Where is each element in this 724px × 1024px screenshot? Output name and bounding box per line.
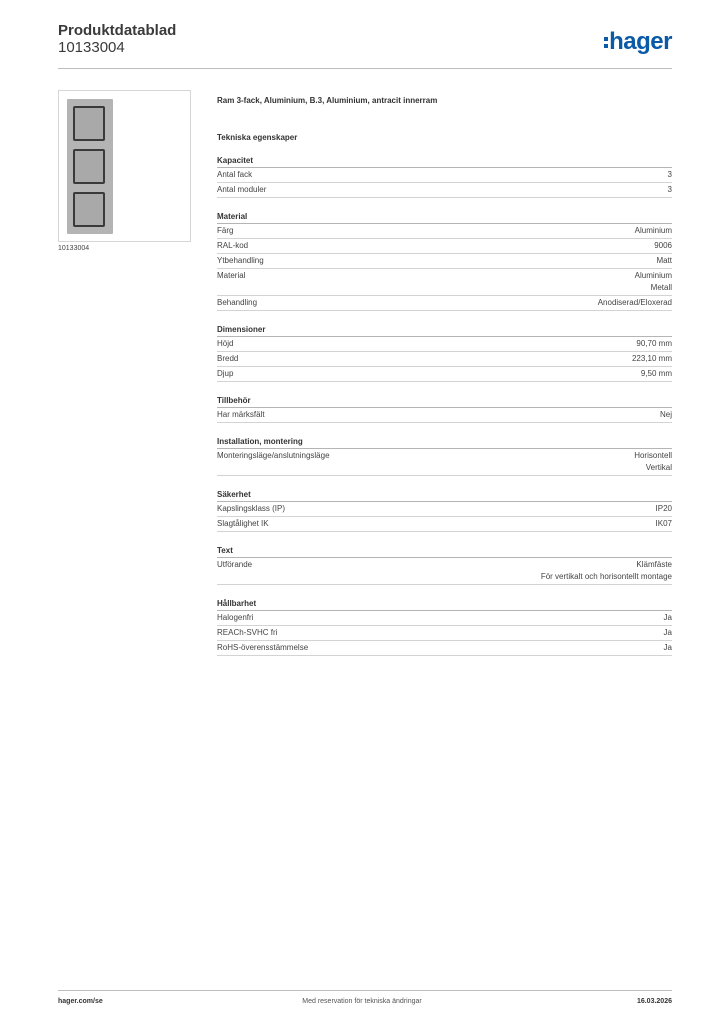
- spec-section: [217, 396, 672, 423]
- spec-label: RoHS-överensstämmelse: [217, 643, 309, 652]
- spec-values: [636, 338, 672, 350]
- spec-row: [217, 352, 672, 367]
- spec-section: [217, 490, 672, 532]
- spec-row: [217, 269, 672, 296]
- footer-date: 16.03.2026: [636, 998, 672, 1005]
- spec-value: Ja: [663, 628, 672, 637]
- spec-value: Vertikal: [645, 463, 672, 472]
- spec-value: Aluminium: [634, 226, 672, 235]
- section-title: Kapacitet: [217, 156, 672, 168]
- document-title: Produktdatablad: [58, 22, 177, 39]
- section-title: Säkerhet: [217, 490, 672, 502]
- spec-section: [217, 437, 672, 476]
- spec-row: [217, 367, 672, 382]
- spec-values: [634, 450, 672, 474]
- spec-values: [668, 169, 672, 181]
- spec-label: Monteringsläge/anslutningsläge: [217, 451, 330, 460]
- footer-website: hager.com/se: [58, 998, 103, 1005]
- spec-values: [635, 270, 672, 294]
- spec-values: [635, 225, 672, 237]
- spec-row: [217, 408, 672, 423]
- spec-label: Slagtålighet IK: [217, 519, 269, 528]
- spec-label: Bredd: [217, 354, 239, 363]
- spec-label: Djup: [217, 369, 234, 378]
- spec-values: [664, 642, 672, 654]
- spec-row: [217, 239, 672, 254]
- page-header: [58, 22, 672, 68]
- spec-label: Höjd: [217, 339, 234, 348]
- spec-row: [217, 224, 672, 239]
- product-image: [58, 90, 191, 242]
- spec-label: Har märksfält: [217, 410, 265, 419]
- spec-section: [217, 599, 672, 656]
- spec-label: Antal fack: [217, 170, 253, 179]
- header-divider: [58, 68, 672, 69]
- spec-values: [664, 612, 672, 624]
- section-title: Installation, montering: [217, 437, 672, 449]
- spec-value: 9,50 mm: [640, 369, 672, 378]
- spec-value: Metall: [650, 283, 672, 292]
- spec-row: [217, 558, 672, 585]
- spec-value: 223,10 mm: [631, 354, 672, 363]
- spec-value: Ja: [663, 613, 672, 622]
- spec-value: 90,70 mm: [636, 339, 672, 348]
- spec-section: [217, 325, 672, 382]
- spec-section: [217, 212, 672, 311]
- section-title: Material: [217, 212, 672, 224]
- spec-value: Anodiserad/Eloxerad: [597, 298, 672, 307]
- spec-label: Behandling: [217, 298, 258, 307]
- spec-values: [656, 255, 672, 267]
- spec-value: Klämfäste: [636, 560, 672, 569]
- spec-value: För vertikalt och horisontellt montage: [540, 572, 672, 581]
- spec-value: Ja: [663, 643, 672, 652]
- spec-values: [598, 297, 672, 309]
- spec-row: [217, 502, 672, 517]
- spec-row: [217, 611, 672, 626]
- spec-label: Halogenfri: [217, 613, 254, 622]
- spec-value: Matt: [656, 256, 672, 265]
- section-title: Tillbehör: [217, 396, 672, 408]
- logo-dots-icon: [604, 34, 608, 51]
- spec-label: Kapslingsklass (IP): [217, 504, 286, 513]
- spec-value: Aluminium: [634, 271, 672, 280]
- spec-row: [217, 641, 672, 656]
- spec-row: [217, 449, 672, 476]
- spec-values: [656, 518, 672, 530]
- image-caption: 10133004: [58, 245, 90, 252]
- section-title: Dimensioner: [217, 325, 672, 337]
- section-title: Text: [217, 546, 672, 558]
- spec-label: Utförande: [217, 560, 253, 569]
- spec-row: [217, 168, 672, 183]
- spec-label: Material: [217, 271, 246, 280]
- spec-value: Nej: [659, 410, 672, 419]
- spec-values: [541, 559, 672, 583]
- spec-value: IP20: [655, 504, 672, 513]
- spec-value: Horisontell: [634, 451, 672, 460]
- spec-row: [217, 296, 672, 311]
- spec-values: [632, 353, 672, 365]
- frame-cell-icon: [73, 149, 105, 184]
- document-number: 10133004: [58, 39, 125, 56]
- spec-row: [217, 517, 672, 532]
- spec-label: RAL-kod: [217, 241, 249, 250]
- spec-value: 9006: [654, 241, 672, 250]
- spec-row: [217, 254, 672, 269]
- spec-values: [664, 627, 672, 639]
- logo-text: hager: [609, 28, 672, 55]
- spec-row: [217, 183, 672, 198]
- section-title: Hållbarhet: [217, 599, 672, 611]
- product-details: [217, 96, 672, 656]
- spec-values: [656, 503, 672, 515]
- footer-divider: [58, 990, 672, 991]
- frame-cell-icon: [73, 192, 105, 227]
- hager-logo: [604, 28, 672, 56]
- three-gang-frame-icon: [67, 99, 113, 234]
- spec-values: [660, 409, 672, 421]
- spec-values: [668, 184, 672, 196]
- frame-cell-icon: [73, 106, 105, 141]
- spec-section: [217, 546, 672, 585]
- spec-label: Antal moduler: [217, 185, 267, 194]
- spec-row: [217, 626, 672, 641]
- technical-properties-heading: Tekniska egenskaper: [217, 133, 298, 142]
- spec-values: [641, 368, 672, 380]
- spec-label: Ytbehandling: [217, 256, 264, 265]
- product-title: Ram 3-fack, Aluminium, B.3, Aluminium, antracit innerram: [217, 96, 438, 105]
- spec-section: [217, 156, 672, 198]
- spec-row: [217, 337, 672, 352]
- spec-value: IK07: [655, 519, 672, 528]
- spec-values: [654, 240, 672, 252]
- spec-sections: [217, 156, 672, 656]
- spec-value: 3: [667, 170, 672, 179]
- spec-label: REACh-SVHC fri: [217, 628, 278, 637]
- spec-value: 3: [667, 185, 672, 194]
- footer-notice: Med reservation för tekniska ändringar: [302, 998, 422, 1005]
- spec-label: Färg: [217, 226, 234, 235]
